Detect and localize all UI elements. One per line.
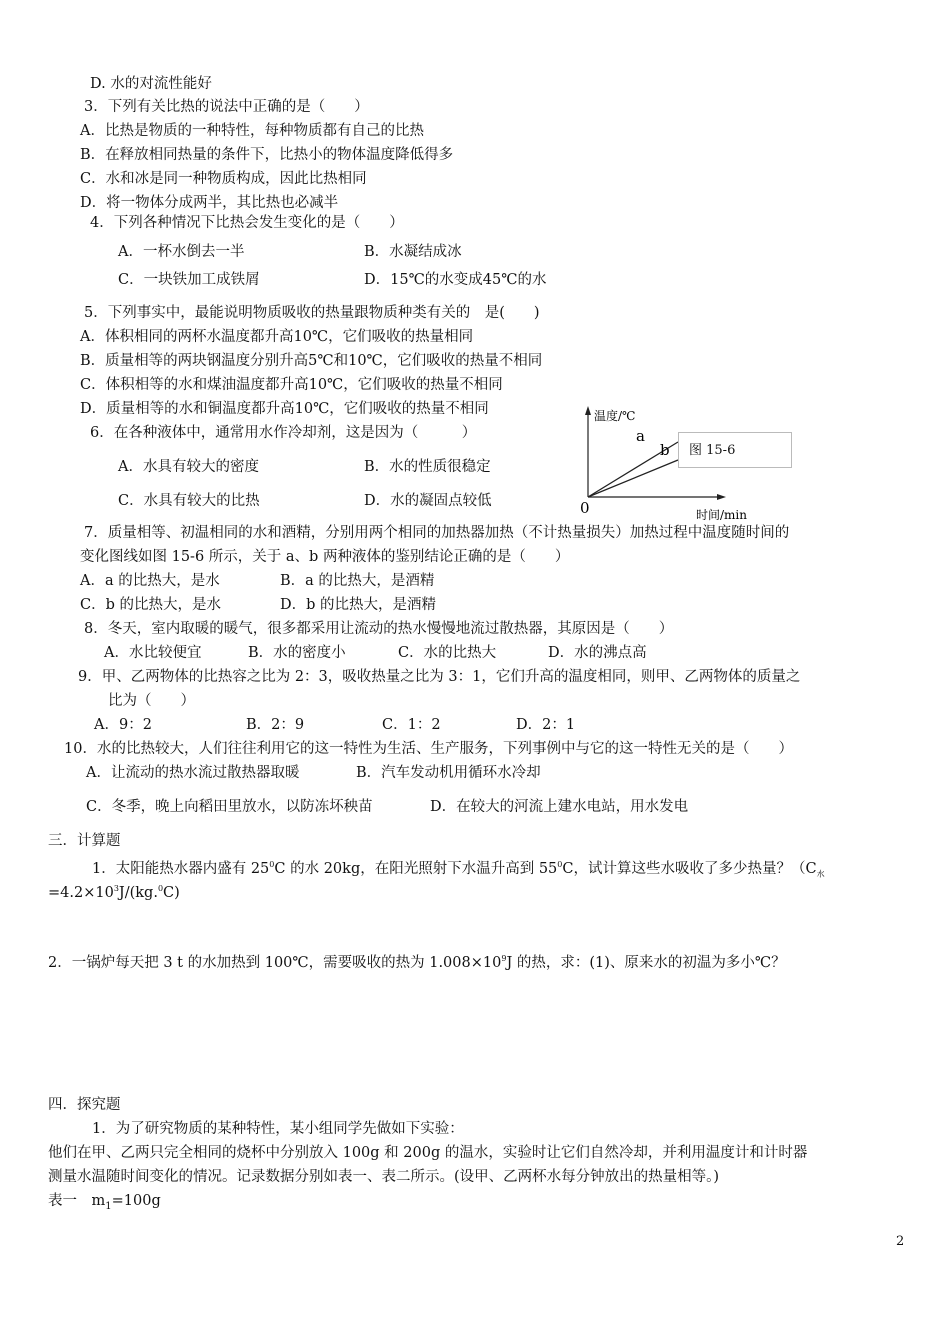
q7-stem-line1: 7．质量相等、初温相同的水和酒精，分别用两个相同的加热器加热（不计热量损失）加热过程中温度随时间的	[84, 525, 790, 541]
x-axis-arrow	[717, 494, 726, 500]
q5-option-c: C．体积相等的水和煤油温度都升高10℃，它们吸收的热量不相同	[80, 377, 503, 393]
q3-option-d: D．将一物体分成两半，其比热也必减半	[80, 195, 339, 211]
superscript: 3	[113, 884, 119, 893]
table-1-caption	[48, 1191, 161, 1217]
q10-stem: 10．水的比热较大，人们往往利用它的这一特性为生活、生产服务，下列事例中与它的这一特性无关的是（ ）	[64, 741, 793, 757]
q4-option-a: A．一杯水倒去一半	[118, 244, 245, 260]
q3-option-c: C．水和冰是同一种物质构成，因此比热相同	[80, 171, 367, 187]
q7-option-a: A．a 的比热大，是水	[80, 573, 220, 589]
q4-option-c: C．一块铁加工成铁屑	[118, 272, 260, 288]
q9-stem-line1: 9．甲、乙两物体的比热容之比为 2：3，吸收热量之比为 3：1，它们升高的温度相同，则甲、乙两物体的质量之	[78, 669, 801, 685]
q9-option-a: A．9：2	[94, 717, 152, 733]
x-axis-label: 时间/min	[696, 508, 747, 522]
q6-option-d: D．水的凝固点较低	[364, 493, 492, 509]
q9-option-c: C．1：2	[382, 717, 441, 733]
page-number: 2	[896, 1234, 905, 1249]
q8-option-a: A．水比较便宜	[104, 645, 202, 661]
q9-option-b: B．2：9	[246, 717, 305, 733]
q8-stem: 8．冬天，室内取暖的暖气，很多都采用让流动的热水慢慢地流过散热器，其原因是（ ）	[84, 621, 674, 637]
q9-option-d: D．2：1	[516, 717, 576, 733]
q4-option-b: B．水凝结成冰	[364, 244, 462, 260]
q5-option-d: D．质量相等的水和铜温度都升高10℃，它们吸收的热量不相同	[80, 401, 489, 417]
text-run: 2．一锅炉每天把 3 t 的水加热到 100℃，需要吸收的热为 1.008×10	[48, 954, 502, 971]
q3-option-a: A．比热是物质的一种特性，每种物质都有自己的比热	[80, 123, 424, 139]
text-run: C)	[163, 884, 180, 901]
q6-option-c: C．水具有较大的比热	[118, 493, 260, 509]
q8-option-d: D．水的沸点高	[548, 645, 647, 661]
explore-problem-1-line1: 1．为了研究物质的某种特性，某小组同学先做如下实验：	[92, 1121, 464, 1137]
q4-stem: 4．下列各种情况下比热会发生变化的是（ ）	[90, 215, 404, 231]
q5-option-a: A．体积相同的两杯水温度都升高10℃，它们吸收的热量相同	[80, 329, 474, 345]
text-run: 表一 m	[48, 1193, 106, 1209]
text-run: J 的热，求：(1)、原来水的初温为多小℃？	[506, 954, 786, 971]
q5-option-b: B．质量相等的两块钢温度分别升高5℃和10℃，它们吸收的热量不相同	[80, 353, 543, 369]
q7-option-b: B．a 的比热大，是酒精	[280, 573, 435, 589]
q7-stem-line2: 变化图线如图 15-6 所示，关于 a、b 两种液体的鉴别结论正确的是（ ）	[80, 549, 570, 565]
line-a-label: a	[636, 427, 645, 445]
calc-problem-1-line1	[92, 855, 825, 885]
q6-stem: 6．在各种液体中，通常用水作冷却剂，这是因为（ ）	[90, 425, 477, 441]
q8-option-c: C．水的比热大	[398, 645, 497, 661]
explore-problem-1-line2: 他们在甲、乙两只完全相同的烧杯中分别放入 100g 和 200g 的温水，实验时让它们自然冷却，并利用温度计和计时器	[48, 1145, 808, 1161]
q3-option-b: B．在释放相同热量的条件下，比热小的物体温度降低得多	[80, 147, 454, 163]
q6-option-a: A．水具有较大的密度	[118, 459, 259, 475]
text-run: C，试计算这些水吸收了多少热量？（C	[562, 860, 817, 877]
q10-option-a: A．让流动的热水流过散热器取暖	[86, 765, 300, 781]
superscript: 0	[157, 884, 164, 893]
line-b	[588, 460, 678, 497]
text-run: J/(kg.	[118, 884, 158, 901]
q2-option-d: D. 水的对流性能好	[90, 76, 212, 92]
q10-option-b: B．汽车发动机用循环水冷却	[356, 765, 541, 781]
calc-problem-2	[48, 949, 786, 973]
section-3-title: 三．计算题	[48, 833, 121, 849]
y-axis-arrow	[585, 406, 591, 415]
section-4-title: 四．探究题	[48, 1097, 121, 1113]
q6-option-b: B．水的性质很稳定	[364, 459, 491, 475]
subscript: 1	[105, 1200, 112, 1212]
superscript: 9	[501, 954, 507, 963]
q9-stem-line2: 比为（ ）	[108, 693, 195, 709]
q8-option-b: B．水的密度小	[248, 645, 346, 661]
superscript: 0	[557, 860, 563, 869]
q10-option-d: D．在较大的河流上建水电站，用水发电	[430, 799, 689, 815]
q4-option-d: D．15℃的水变成45℃的水	[364, 272, 547, 288]
figure-caption: 图 15-6	[678, 432, 792, 468]
y-axis-label: 温度/℃	[594, 409, 636, 423]
text-run: =4.2×10	[48, 884, 114, 901]
q5-stem: 5．下列事实中，最能说明物质吸收的热量跟物质种类有关的 是( )	[84, 305, 540, 321]
q3-stem: 3．下列有关比热的说法中正确的是（ ）	[84, 99, 369, 115]
calc-problem-1-line2	[48, 879, 180, 903]
superscript: 0	[269, 860, 275, 869]
subscript: 水	[816, 869, 825, 879]
q10-option-c: C．冬季，晚上向稻田里放水，以防冻坏秧苗	[86, 799, 373, 815]
text-run: 1．太阳能热水器内盛有 25	[92, 860, 270, 877]
origin-label: 0	[580, 499, 590, 517]
explore-problem-1-line3: 测量水温随时间变化的情况。记录数据分别如表一、表二所示。(设甲、乙两杯水每分钟放出的热量相等。)	[48, 1169, 720, 1185]
text-run: C 的水 20kg，在阳光照射下水温升高到 55	[274, 860, 558, 877]
q7-option-d: D．b 的比热大，是酒精	[280, 597, 437, 613]
line-b-label: b	[660, 441, 670, 459]
q7-option-c: C．b 的比热大，是水	[80, 597, 221, 613]
text-run: =100g	[111, 1193, 161, 1209]
